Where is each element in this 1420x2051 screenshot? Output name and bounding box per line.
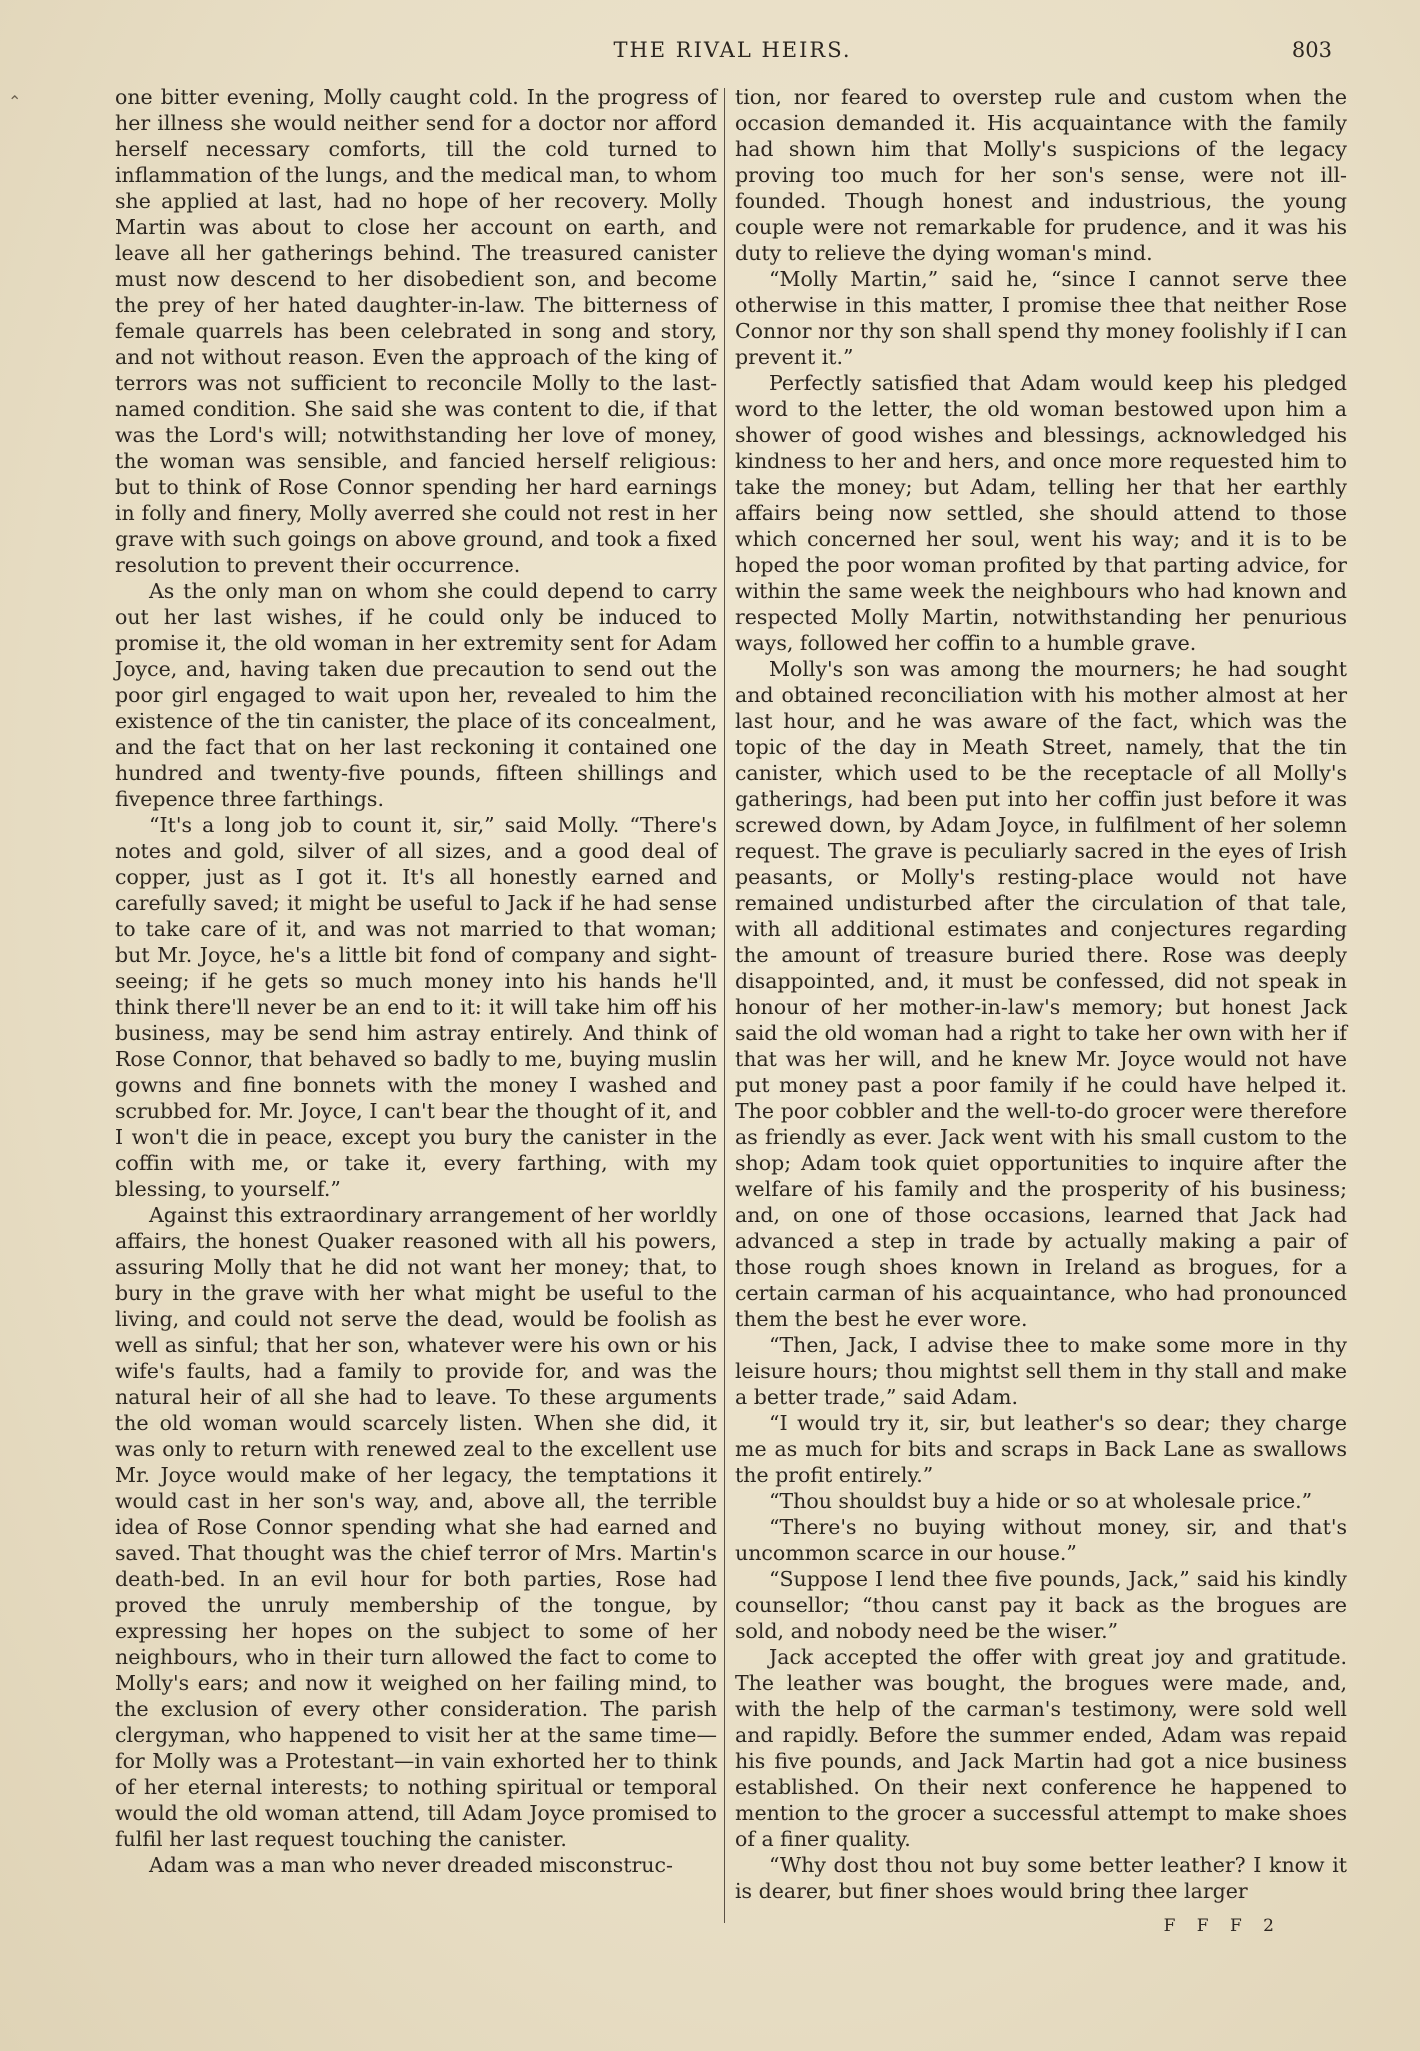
paragraph: Against this extraordinary arrangement of her worldly affairs, the honest Quaker reasoned with all his powers, assuring Molly that he did not want her money; that, to bury in the grave with her what might be useful to the living, and could not serve the dead, would be foolish as well as sinful; that her son, whatever were his own or his wife's faults, had a family to provide for, and was the natural heir of all she had to leave. To these arguments the old woman would scarcely listen. When she did, it was only to return with renewed zeal to the excellent use Mr. Joyce would make of her legacy, the temptations it would cast in her son's way, and, above all, the terrible idea of Rose Connor spending what she had earned and saved. That thought was the chief terror of Mrs. Martin's death-bed. In an evil hour for both parties, Rose had proved the unruly membership of the tongue, by expressing her hopes on the subject to some of her neighbours, who in their turn allowed the fact to come to Molly's ears; and now it weighed on her failing mind, to the exclusion of every other consideration. The parish clergyman, who happened to visit her at the same time—for Molly was a Protestant—in vain exhorted her to think of her eternal interests; to nothing spiritual or temporal would the old woman attend, till Adam Joyce promised to fulfil her last request touching the canister. [115, 1203, 717, 1851]
paragraph: “Molly Martin,” said he, “since I cannot serve thee otherwise in this matter, I promise thee that neither Rose Connor nor thy son shall spend thy money foolishly if I can prevent it.” [735, 267, 1347, 369]
signature-mark: F F F 2 [1163, 1916, 1282, 1936]
paragraph: “Then, Jack, I advise thee to make some more in thy leisure hours; thou mightst sell them in thy stall and make a better trade,” said Adam. [735, 1333, 1347, 1409]
right-column [735, 84, 1347, 1904]
paragraph: one bitter evening, Molly caught cold. In the progress of her illness she would neither send for a doctor nor afford herself necessary comforts, till the cold turned to inflammation of the lungs, and the medical man, to whom she applied at last, had no hope of her recovery. Molly Martin was about to close her account on earth, and leave all her gatherings behind. The treasured canister must now descend to her disobedient son, and become the prey of her hated daughter-in-law. The bitterness of female quarrels has been celebrated in song and story, and not without reason. Even the approach of the king of terrors was not sufficient to reconcile Molly to the last-named condition. She said she was content to die, if that was the Lord's will; notwithstanding her love of money, the woman was sensible, and fancied herself religious: but to think of Rose Connor spending her hard earnings in folly and finery, Molly averred she could not rest in her grave with such goings on above ground, and took a fixed resolution to prevent their occurrence. [115, 85, 717, 577]
paragraph: Molly's son was among the mourners; he had sought and obtained reconciliation with his mother almost at her last hour, and he was aware of the fact, which was the topic of the day in Meath Street, namely, that the tin canister, which used to be the receptacle of all Molly's gatherings, had been put into her coffin just before it was screwed down, by Adam Joyce, in fulfilment of her solemn request. The grave is peculiarly sacred in the eyes of Irish peasants, or Molly's resting-place would not have remained undisturbed after the circulation of that tale, with all additional estimates and conjectures regarding the amount of treasure buried there. Rose was deeply disappointed, and, it must be confessed, did not speak in honour of her mother-in-law's memory; but honest Jack said the old woman had a right to take her own with her if that was her will, and he knew Mr. Joyce would not have put money past a poor family if he could have helped it. The poor cobbler and the well-to-do grocer were therefore as friendly as ever. Jack went with his small custom to the shop; Adam took quiet opportunities to inquire after the welfare of his family and the prosperity of his business; and, on one of those occasions, learned that Jack had advanced a step in trade by actually making a pair of those rough shoes known in Ireland as brogues, for a certain carman of his acquaintance, who had pronounced them the best he ever wore. [735, 657, 1347, 1331]
page-number: 803 [1291, 38, 1332, 62]
paragraph: Adam was a man who never dreaded misconstruc- [149, 1853, 673, 1877]
paragraph: tion, nor feared to overstep rule and custom when the occasion demanded it. His acquaintance with the family had shown him that Molly's suspicions of the legacy proving too much for her son's sense, were not ill-founded. Though honest and industrious, the young couple were not remarkable for prudence, and it was his duty to relieve the dying woman's mind. [735, 85, 1347, 265]
paragraph: “I would try it, sir, but leather's so dear; they charge me as much for bits and scraps in Back Lane as swallows the profit entirely.” [735, 1411, 1347, 1487]
left-column [115, 84, 717, 1878]
paragraph: “It's a long job to count it, sir,” said Molly. “There's notes and gold, silver of all sizes, and a good deal of copper, just as I got it. It's all honestly earned and carefully saved; it might be useful to Jack if he had sense to take care of it, and was not married to that woman; but Mr. Joyce, he's a little bit fond of company and sight-seeing; if he gets so much money into his hands he'll think there'll never be an end to it: it will take him off his business, may be send him astray entirely. And think of Rose Connor, that behaved so badly to me, buying muslin gowns and fine bonnets with the money I washed and scrubbed for. Mr. Joyce, I can't bear the thought of it, and I won't die in peace, except you bury the canister in the coffin with me, or take it, every farthing, with my blessing, to yourself.” [115, 813, 717, 1201]
column-divider [724, 88, 725, 1923]
paragraph: Perfectly satisfied that Adam would keep his pledged word to the letter, the old woman bestowed upon him a shower of good wishes and blessings, acknowledged his kindness to her and hers, and once more requested him to take the money; but Adam, telling her that her earthly affairs being now settled, she should attend to those which concerned her soul, went his way; and it is to be hoped the poor woman profited by that parting advice, for within the same week the neighbours who had known and respected Molly Martin, notwithstanding her penurious ways, followed her coffin to a humble grave. [735, 371, 1347, 655]
paragraph: “Suppose I lend thee five pounds, Jack,” said his kindly counsellor; “thou canst pay it back as the brogues are sold, and nobody need be the wiser.” [735, 1567, 1347, 1643]
paragraph: “There's no buying without money, sir, and that's uncommon scarce in our house.” [735, 1515, 1347, 1565]
paragraph: Jack accepted the offer with great joy and gratitude. The leather was bought, the brogues were made, and, with the help of the carman's testimony, were sold well and rapidly. Before the summer ended, Adam was repaid his five pounds, and Jack Martin had got a nice business established. On their next conference he happened to mention to the grocer a successful attempt to make shoes of a finer quality. [735, 1645, 1347, 1851]
edge-mark: ⌃ [8, 92, 22, 111]
running-title: THE RIVAL HEIRS. [613, 38, 852, 62]
paragraph: “Thou shouldst buy a hide or so at wholesale price.” [769, 1489, 1313, 1513]
paragraph: “Why dost thou not buy some better leather? I know it is dearer, but finer shoes would bring thee larger [735, 1853, 1347, 1903]
paragraph: As the only man on whom she could depend to carry out her last wishes, if he could only be induced to promise it, the old woman in her extremity sent for Adam Joyce, and, having taken due precaution to send out the poor girl engaged to wait upon her, revealed to him the existence of the tin canister, the place of its concealment, and the fact that on her last reckoning it contained one hundred and twenty-five pounds, fifteen shillings and fivepence three farthings. [115, 579, 717, 811]
